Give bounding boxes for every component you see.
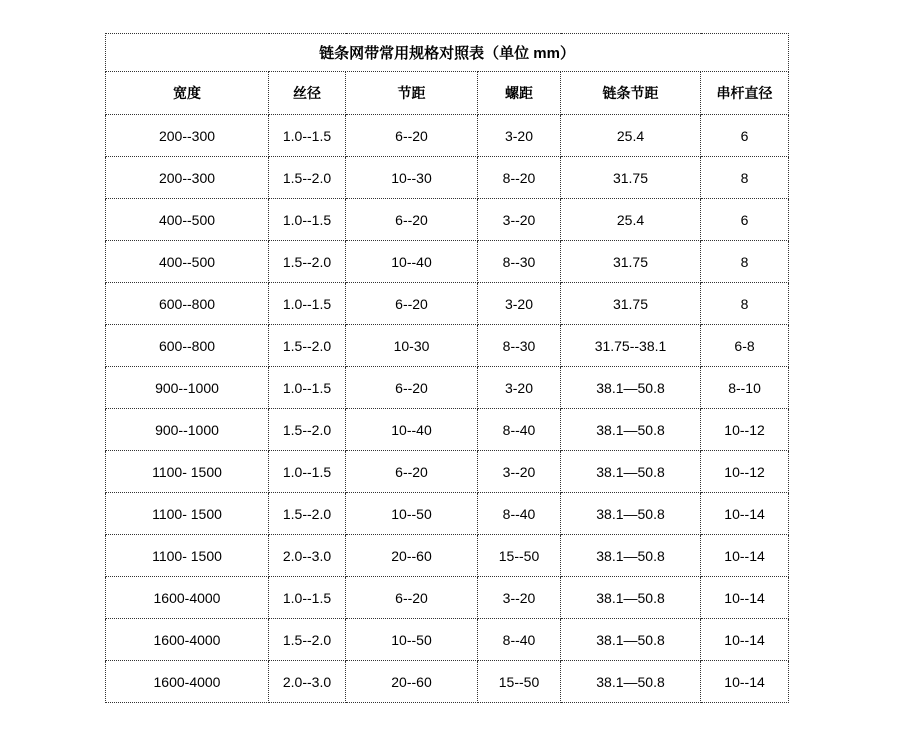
column-header: 螺距 xyxy=(478,72,561,115)
table-cell: 1100- 1500 xyxy=(106,535,269,577)
table-row xyxy=(106,577,789,619)
table-cell: 8--20 xyxy=(478,157,561,199)
table-cell: 38.1—50.8 xyxy=(561,577,701,619)
table-title: 链条网带常用规格对照表（单位 mm） xyxy=(106,34,789,72)
table-row xyxy=(106,409,789,451)
table-cell: 10-30 xyxy=(346,325,478,367)
table-title-row xyxy=(106,34,789,72)
table-cell: 1600-4000 xyxy=(106,577,269,619)
table-cell: 38.1—50.8 xyxy=(561,493,701,535)
table-cell: 25.4 xyxy=(561,199,701,241)
table-cell: 1.0--1.5 xyxy=(269,283,346,325)
table-cell: 1.0--1.5 xyxy=(269,451,346,493)
column-header: 丝径 xyxy=(269,72,346,115)
table-cell: 1.5--2.0 xyxy=(269,157,346,199)
table-cell: 1.0--1.5 xyxy=(269,577,346,619)
table-cell: 15--50 xyxy=(478,535,561,577)
table-row xyxy=(106,325,789,367)
column-header: 宽度 xyxy=(106,72,269,115)
table-cell: 38.1—50.8 xyxy=(561,409,701,451)
table-cell: 2.0--3.0 xyxy=(269,535,346,577)
table-cell: 10--14 xyxy=(701,493,789,535)
table-cell: 8--40 xyxy=(478,409,561,451)
table-cell: 1.0--1.5 xyxy=(269,367,346,409)
table-row xyxy=(106,535,789,577)
table-cell: 10--40 xyxy=(346,241,478,283)
table-cell: 900--1000 xyxy=(106,409,269,451)
column-header: 节距 xyxy=(346,72,478,115)
table-row xyxy=(106,199,789,241)
table-cell: 38.1—50.8 xyxy=(561,451,701,493)
table-row xyxy=(106,367,789,409)
table-cell: 3--20 xyxy=(478,451,561,493)
table-cell: 10--14 xyxy=(701,619,789,661)
table-cell: 1600-4000 xyxy=(106,661,269,703)
table-cell: 31.75 xyxy=(561,283,701,325)
table-cell: 10--50 xyxy=(346,493,478,535)
table-row xyxy=(106,157,789,199)
column-header: 链条节距 xyxy=(561,72,701,115)
table-cell: 10--12 xyxy=(701,451,789,493)
table-header-row xyxy=(106,72,789,115)
table-cell: 3-20 xyxy=(478,115,561,157)
table-cell: 10--14 xyxy=(701,577,789,619)
table-row xyxy=(106,451,789,493)
table-cell: 6--20 xyxy=(346,367,478,409)
table-cell: 3--20 xyxy=(478,577,561,619)
table-cell: 8--40 xyxy=(478,493,561,535)
table-cell: 38.1—50.8 xyxy=(561,535,701,577)
table-cell: 600--800 xyxy=(106,325,269,367)
table-cell: 6--20 xyxy=(346,115,478,157)
table-cell: 3-20 xyxy=(478,367,561,409)
table-cell: 31.75 xyxy=(561,157,701,199)
table-cell: 2.0--3.0 xyxy=(269,661,346,703)
table-cell: 38.1—50.8 xyxy=(561,661,701,703)
table-cell: 6 xyxy=(701,199,789,241)
table-cell: 1100- 1500 xyxy=(106,451,269,493)
column-header: 串杆直径 xyxy=(701,72,789,115)
table-cell: 3-20 xyxy=(478,283,561,325)
table-row xyxy=(106,661,789,703)
table-cell: 8 xyxy=(701,241,789,283)
spec-table xyxy=(105,33,789,703)
table-cell: 6--20 xyxy=(346,577,478,619)
table-cell: 600--800 xyxy=(106,283,269,325)
table-cell: 10--14 xyxy=(701,535,789,577)
table-cell: 8--30 xyxy=(478,241,561,283)
table-cell: 400--500 xyxy=(106,199,269,241)
table-cell: 1.5--2.0 xyxy=(269,241,346,283)
table-cell: 8 xyxy=(701,157,789,199)
table-row xyxy=(106,115,789,157)
table-cell: 25.4 xyxy=(561,115,701,157)
table-row xyxy=(106,619,789,661)
table-cell: 10--12 xyxy=(701,409,789,451)
table-cell: 1.5--2.0 xyxy=(269,409,346,451)
table-cell: 200--300 xyxy=(106,115,269,157)
table-cell: 15--50 xyxy=(478,661,561,703)
table-cell: 1.0--1.5 xyxy=(269,115,346,157)
table-cell: 8--40 xyxy=(478,619,561,661)
table-cell: 38.1—50.8 xyxy=(561,619,701,661)
table-cell: 1.5--2.0 xyxy=(269,325,346,367)
table-cell: 3--20 xyxy=(478,199,561,241)
table-cell: 20--60 xyxy=(346,661,478,703)
table-cell: 1.0--1.5 xyxy=(269,199,346,241)
table-cell: 6 xyxy=(701,115,789,157)
spec-table-container xyxy=(105,33,789,703)
table-row xyxy=(106,493,789,535)
table-cell: 8 xyxy=(701,283,789,325)
table-cell: 6-8 xyxy=(701,325,789,367)
table-cell: 31.75 xyxy=(561,241,701,283)
table-cell: 1100- 1500 xyxy=(106,493,269,535)
table-row xyxy=(106,283,789,325)
table-cell: 6--20 xyxy=(346,199,478,241)
table-cell: 10--40 xyxy=(346,409,478,451)
table-cell: 900--1000 xyxy=(106,367,269,409)
table-cell: 31.75--38.1 xyxy=(561,325,701,367)
table-cell: 10--50 xyxy=(346,619,478,661)
table-cell: 1.5--2.0 xyxy=(269,619,346,661)
table-body xyxy=(106,115,789,703)
table-row xyxy=(106,241,789,283)
table-cell: 10--14 xyxy=(701,661,789,703)
table-cell: 20--60 xyxy=(346,535,478,577)
table-cell: 1600-4000 xyxy=(106,619,269,661)
table-cell: 8--10 xyxy=(701,367,789,409)
table-cell: 400--500 xyxy=(106,241,269,283)
table-cell: 6--20 xyxy=(346,451,478,493)
table-cell: 1.5--2.0 xyxy=(269,493,346,535)
table-cell: 200--300 xyxy=(106,157,269,199)
table-cell: 38.1—50.8 xyxy=(561,367,701,409)
table-cell: 6--20 xyxy=(346,283,478,325)
table-cell: 10--30 xyxy=(346,157,478,199)
table-cell: 8--30 xyxy=(478,325,561,367)
